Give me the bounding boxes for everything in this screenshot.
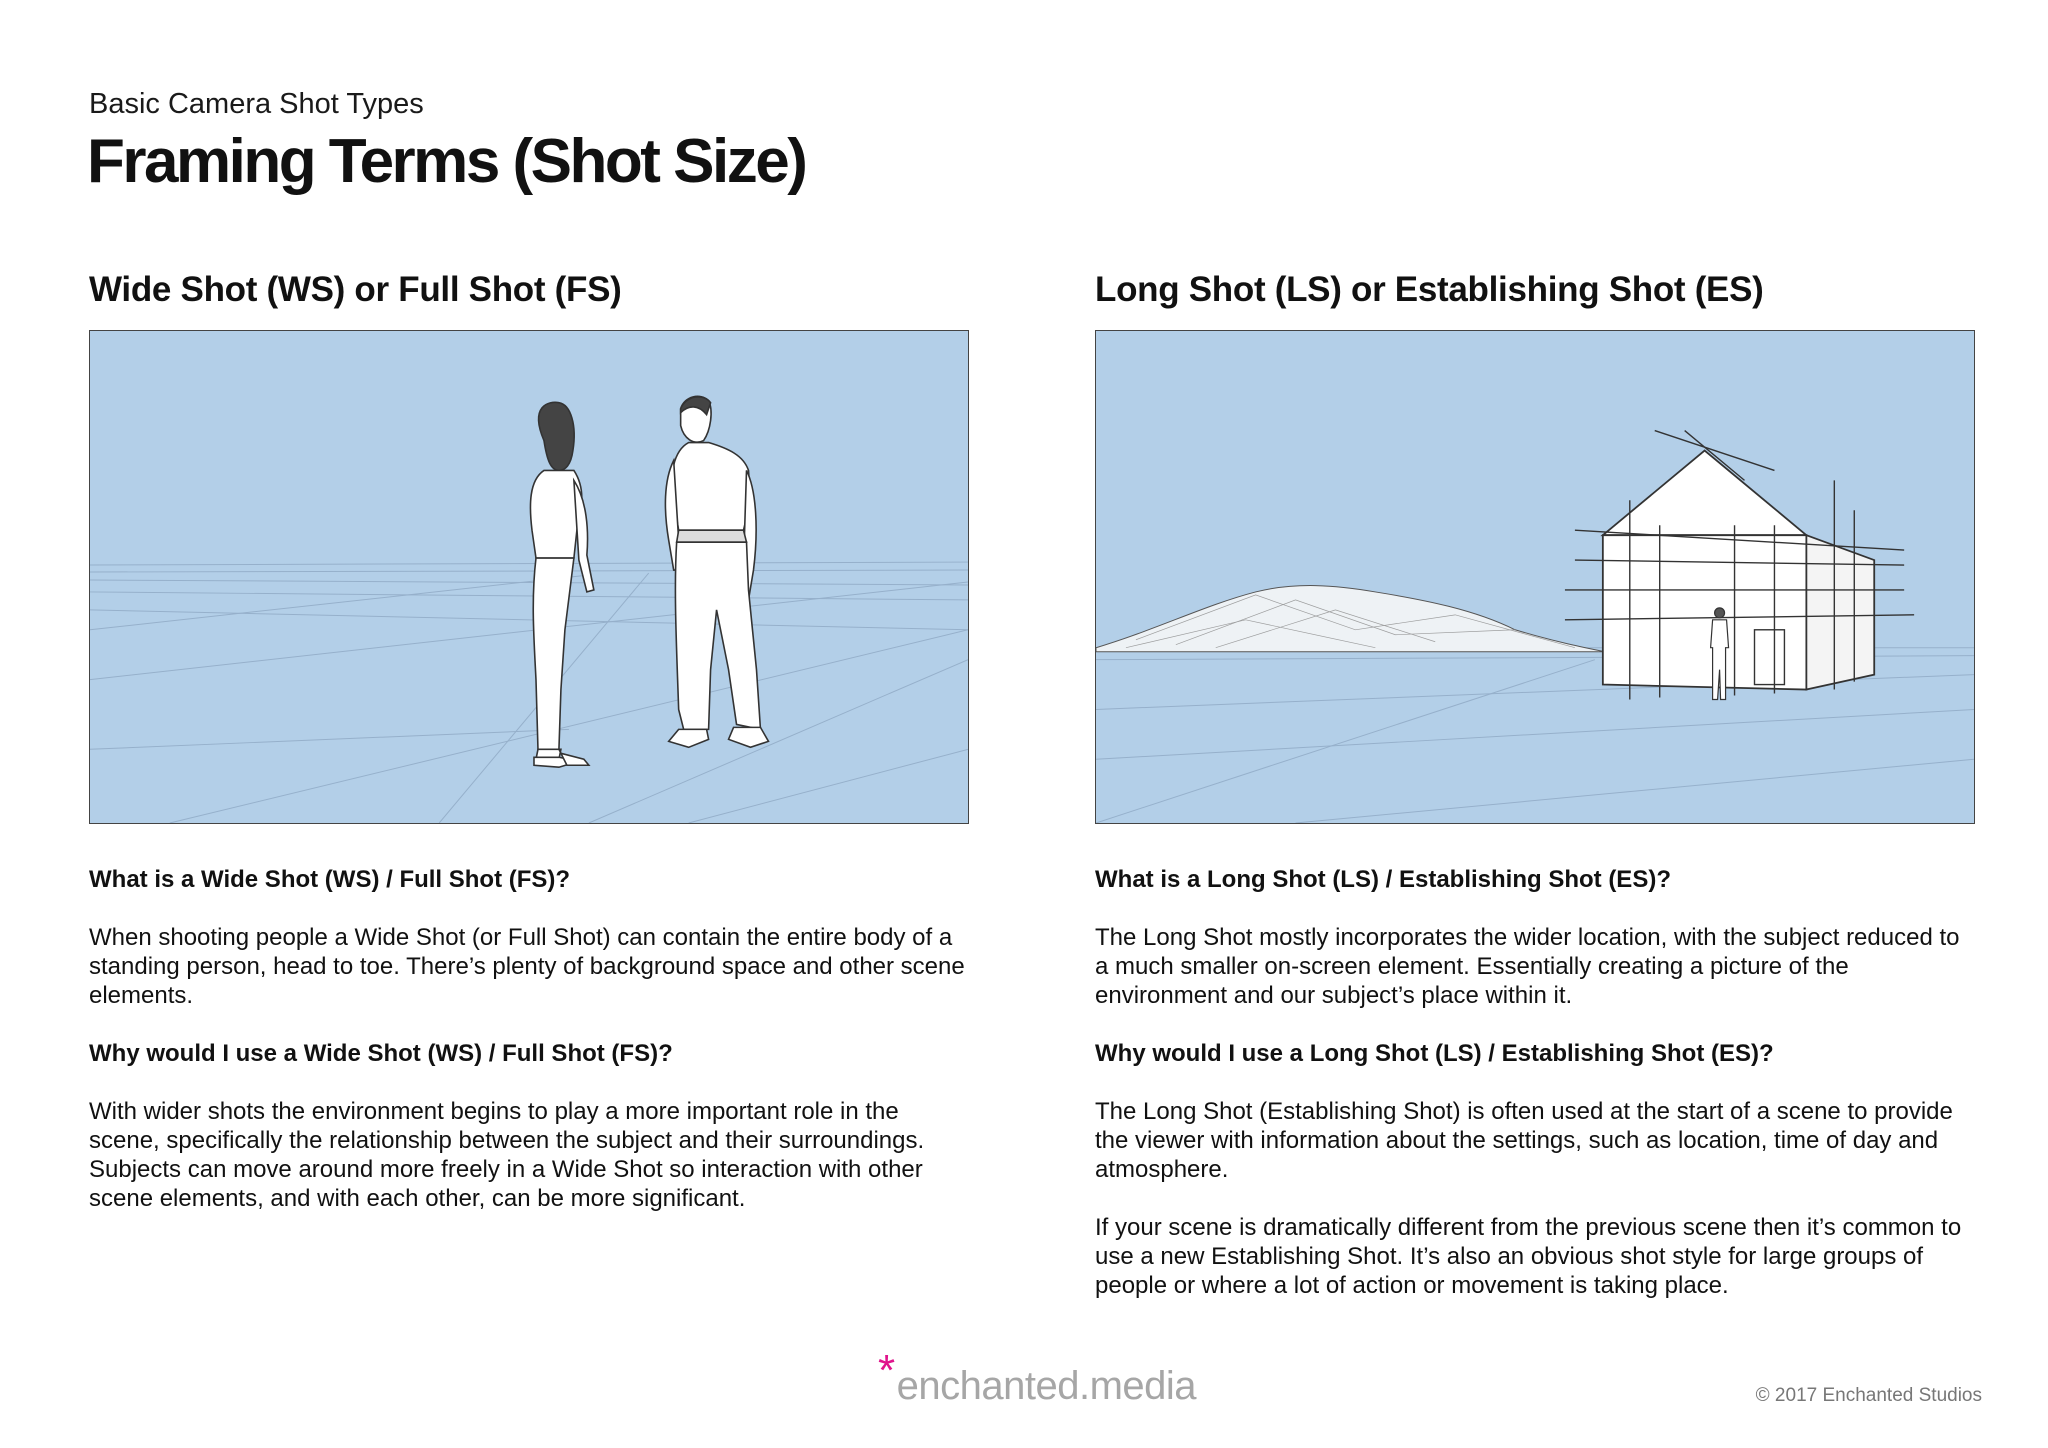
long-shot-illustration: [1095, 330, 1975, 824]
long-shot-answer-why: The Long Shot (Establishing Shot) is often used at the start of a scene to provide the viewer with information about the settings, such as location, time of day and atmosphere.: [1095, 1098, 1953, 1183]
wide-shot-answer-what: When shooting people a Wide Shot (or Full Shot) can contain the entire body of a standing person, head to toe. There’s plenty of background space and other scene elements.: [89, 924, 965, 1009]
wide-shot-drawing: [90, 331, 968, 823]
page-subtitle: Basic Camera Shot Types: [89, 88, 424, 120]
long-shot-drawing: [1096, 331, 1974, 823]
long-shot-text: [1095, 865, 1975, 1329]
long-shot-section: [1095, 270, 1975, 1299]
long-shot-heading: Long Shot (LS) or Establishing Shot (ES): [1095, 270, 1764, 309]
copyright-notice: © 2017 Enchanted Studios: [1755, 1385, 1982, 1406]
long-shot-question-why: Why would I use a Long Shot (LS) / Establishing Shot (ES)?: [1095, 1040, 1774, 1067]
logo-text: enchanted.media: [896, 1364, 1197, 1408]
long-shot-answer-extra: If your scene is dramatically different from the previous scene then it’s common to use a new Establishing Shot. It’s also an obvious shot style for large groups of people or where a lot of action or movement is taking place.: [1095, 1214, 1962, 1299]
wide-shot-question-why: Why would I use a Wide Shot (WS) / Full Shot (FS)?: [89, 1040, 673, 1067]
small-person-figure: [1711, 608, 1729, 700]
long-shot-question-what: What is a Long Shot (LS) / Establishing Shot (ES)?: [1095, 866, 1671, 893]
logo-star-icon: *: [878, 1346, 895, 1395]
wide-shot-heading: Wide Shot (WS) or Full Shot (FS): [89, 270, 622, 309]
page-title: Framing Terms (Shot Size): [87, 127, 806, 196]
long-shot-answer-what: The Long Shot mostly incorporates the wider location, with the subject reduced to a much smaller on-screen element. Essentially creating a picture of the environment and our subject’s place within it.: [1095, 924, 1960, 1009]
enchanted-media-logo: [878, 1346, 1197, 1410]
wide-shot-illustration: [89, 330, 969, 824]
wide-shot-section: [89, 270, 969, 1212]
wide-shot-text: [89, 865, 969, 1242]
wide-shot-answer-why: With wider shots the environment begins to play a more important role in the scene, specifically the relationship between the subject and their surroundings. Subjects can move around more freely in a Wide Shot so interaction with other scene elements, and with each other, can be more significant.: [89, 1098, 925, 1212]
wide-shot-question-what: What is a Wide Shot (WS) / Full Shot (FS)?: [89, 866, 571, 893]
